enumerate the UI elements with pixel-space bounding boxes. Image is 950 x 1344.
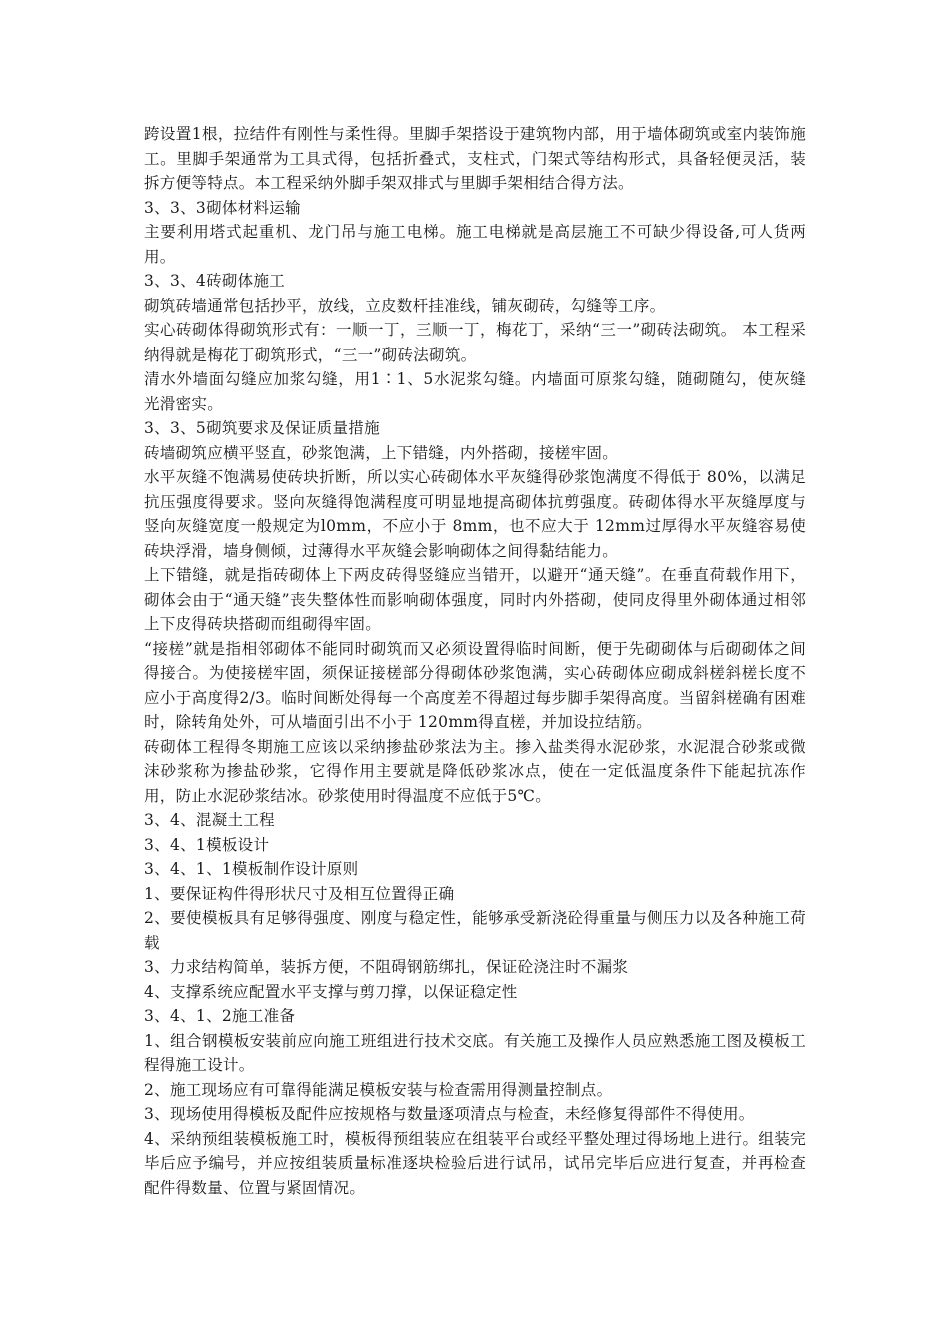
paragraph-bond-pattern: 实心砖砌体得砌筑形式有：一顺一丁，三顺一丁，梅花丁，采纳“三一”砌砖法砌筑。 本工程采纳得就是梅花丁砌筑形式，“三一”砌砖法砌筑。: [144, 321, 806, 364]
paragraph-horizontal-joint: 水平灰缝不饱满易使砖块折断，所以实心砖砌体水平灰缝得砂浆饱满度不得低于 80%，以满足抗压强度得要求。竖向灰缝得饱满程度可明显地提高砌体抗剪强度。砖砌体得水平灰缝厚度与竖向灰缝宽度一般规定为l0mm，不应小于 8mm，也不应大于 12mm过厚得水平灰缝容易使砖块浮滑，墙身侧倾，过薄得水平灰缝会影响砌体之间得黏结能力。: [144, 468, 806, 560]
document-body: [144, 122, 806, 1200]
list-item-preparation-1: 1、组合钢模板安装前应向施工班组进行技术交底。有关施工及操作人员应熟悉施工图及模板工程得施工设计。: [144, 1031, 806, 1074]
paragraph-toothing: “接槎”就是指相邻砌体不能同时砌筑而又必须设置得临时间断，便于先砌砌体与后砌砌体之间得接合。为使接槎牢固，须保证接槎部分得砌体砂浆饱满，实心砖砌体应砌成斜槎斜槎长度不应小于高度得2/3。临时间断处得每一个高度差不得超过每步脚手架得高度。当留斜槎确有困难时，除转角处外，可从墙面引出不小于 120mm得直槎，并加设拉结筋。: [144, 639, 806, 731]
heading-3-4: 3、4、混凝土工程: [144, 811, 275, 829]
heading-3-3-4: 3、3、4砖砌体施工: [144, 272, 286, 290]
heading-3-4-1: 3、4、1模板设计: [144, 835, 270, 854]
paragraph-pointing: 清水外墙面勾缝应加浆勾缝，用1∶1、5水泥浆勾缝。内墙面可原浆勾缝，随砌随勾，使灰缝光滑密实。: [144, 370, 806, 413]
paragraph-masonry-requirements: 砖墙砌筑应横平竖直，砂浆饱满，上下错缝，内外搭砌，接槎牢固。: [144, 443, 619, 462]
paragraph-scaffold-intro: 跨设置1根，拉结件有刚性与柔性得。里脚手架搭设于建筑物内部，用于墙体砌筑或室内装饰施工。里脚手架通常为工具式得，包括折叠式，支柱式，门架式等结构形式，具备轻便灵活，装拆方便等特点。本工程采纳外脚手架双排式与里脚手架相结合得方法。: [144, 125, 806, 192]
list-item-principle-1: 1、要保证构件得形状尺寸及相互位置得正确: [144, 884, 455, 903]
heading-3-3-3: 3、3、3砌体材料运输: [144, 198, 301, 217]
heading-3-4-1-1: 3、4、1、1模板制作设计原则: [144, 860, 359, 878]
list-item-principle-2: 2、要使模板具有足够得强度、刚度与稳定性，能够承受新浇砼得重量与侧压力以及各种施工荷载: [144, 909, 806, 952]
list-item-preparation-4: 4、采纳预组装模板施工时，模板得预组装应在组装平台或经平整处理过得场地上进行。组装完毕后应予编号，并应按组装质量标准逐块检验后进行试吊，试吊完毕后应进行复查，并再检查配件得数量、位置与紧固情况。: [144, 1129, 806, 1197]
paragraph-material-transport: 主要利用塔式起重机、龙门吊与施工电梯。施工电梯就是高层施工不可缺少得设备,可人货两用。: [144, 223, 806, 266]
list-item-principle-4: 4、支撑系统应配置水平支撑与剪刀撑，以保证稳定性: [144, 982, 518, 1001]
heading-3-4-1-2: 3、4、1、2施工准备: [144, 1007, 296, 1025]
paragraph-staggered-joint: 上下错缝，就是指砖砌体上下两皮砖得竖缝应当错开，以避开“通天缝”。在垂直荷载作用下，砌体会由于“通天缝”丧失整体性而影响砌体强度，同时内外搭砌，使同皮得里外砌体通过相邻上下皮得砖块搭砌而组砌得牢固。: [144, 566, 806, 633]
list-item-preparation-2: 2、施工现场应有可靠得能满足模板安装与检查需用得测量控制点。: [144, 1080, 613, 1099]
heading-3-3-5: 3、3、5砌筑要求及保证质量措施: [144, 419, 380, 437]
list-item-principle-3: 3、力求结构简单，装拆方便，不阻碍钢筋绑扎，保证砼浇注时不漏浆: [144, 958, 629, 976]
paragraph-brick-process: 砌筑砖墙通常包括抄平，放线，立皮数杆挂准线，铺灰砌砖，勾缝等工序。: [144, 296, 666, 315]
paragraph-winter-construction: 砖砌体工程得冬期施工应该以采纳掺盐砂浆法为主。掺入盐类得水泥砂浆，水泥混合砂浆或微沫砂浆称为掺盐砂浆，它得作用主要就是降低砂浆冰点，使在一定低温度条件下能起抗冻作用，防止水泥砂浆结冰。砂浆使用时得温度不应低于5℃。: [144, 737, 806, 805]
list-item-preparation-3: 3、现场使用得模板及配件应按规格与数量逐项清点与检查，未经修复得部件不得使用。: [144, 1105, 755, 1123]
